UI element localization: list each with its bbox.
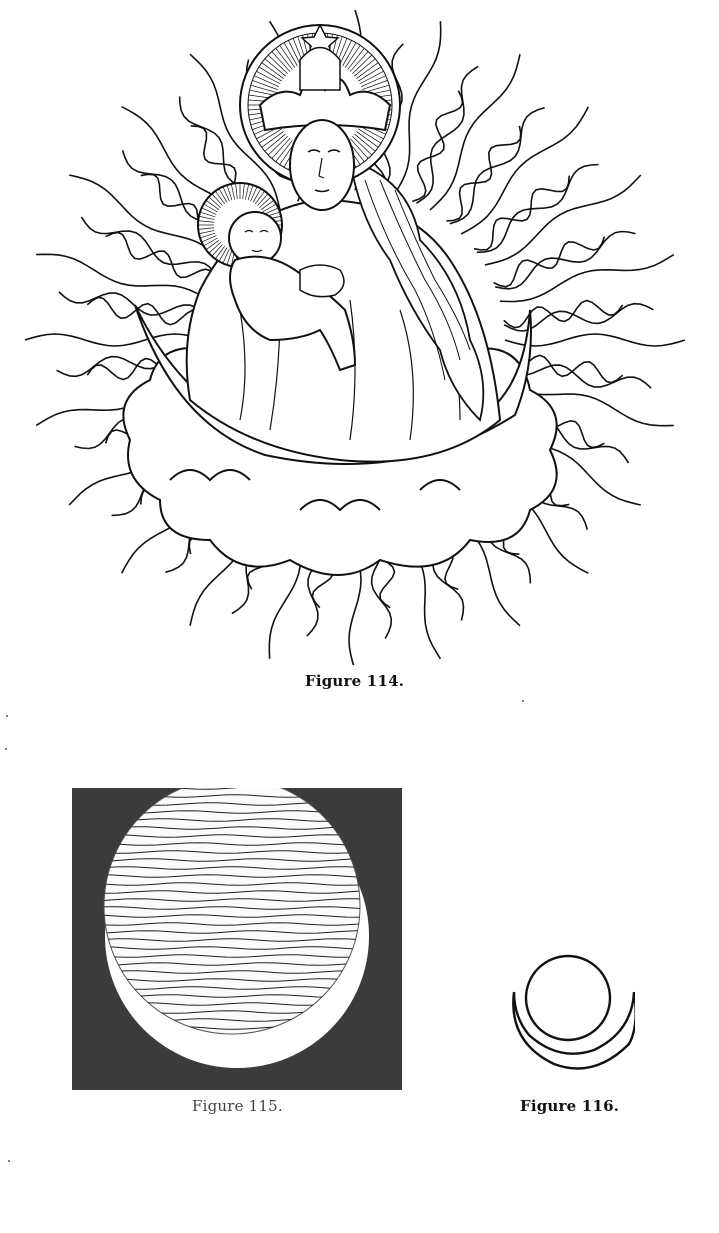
sun-ray [485, 175, 641, 265]
sun-ray [477, 165, 599, 253]
page-speck [522, 700, 524, 702]
circle-in-crescent-icon [505, 950, 635, 1080]
sun-ray [87, 297, 206, 324]
striped-disc-on-crescent-icon [72, 788, 402, 1090]
sun-ray [446, 126, 520, 221]
madonna-child-on-crescent-icon [20, 10, 690, 665]
sun-ray [25, 334, 205, 346]
sun-ray [412, 91, 462, 202]
page-speck [8, 1160, 10, 1162]
figure-114-caption: Figure 114. [305, 672, 405, 690]
madonna-face [290, 120, 354, 210]
sun-ray [417, 66, 479, 203]
sun-ray [505, 334, 685, 346]
figure-115-caption: Figure 115. [192, 1097, 283, 1115]
page-speck [5, 748, 7, 750]
sun-ray [504, 301, 623, 328]
sun-ray [474, 176, 569, 250]
page-speck [6, 715, 8, 717]
sun-ray [494, 237, 605, 287]
figure-116-caption: Figure 116. [520, 1097, 620, 1115]
sun-ray [461, 107, 588, 234]
